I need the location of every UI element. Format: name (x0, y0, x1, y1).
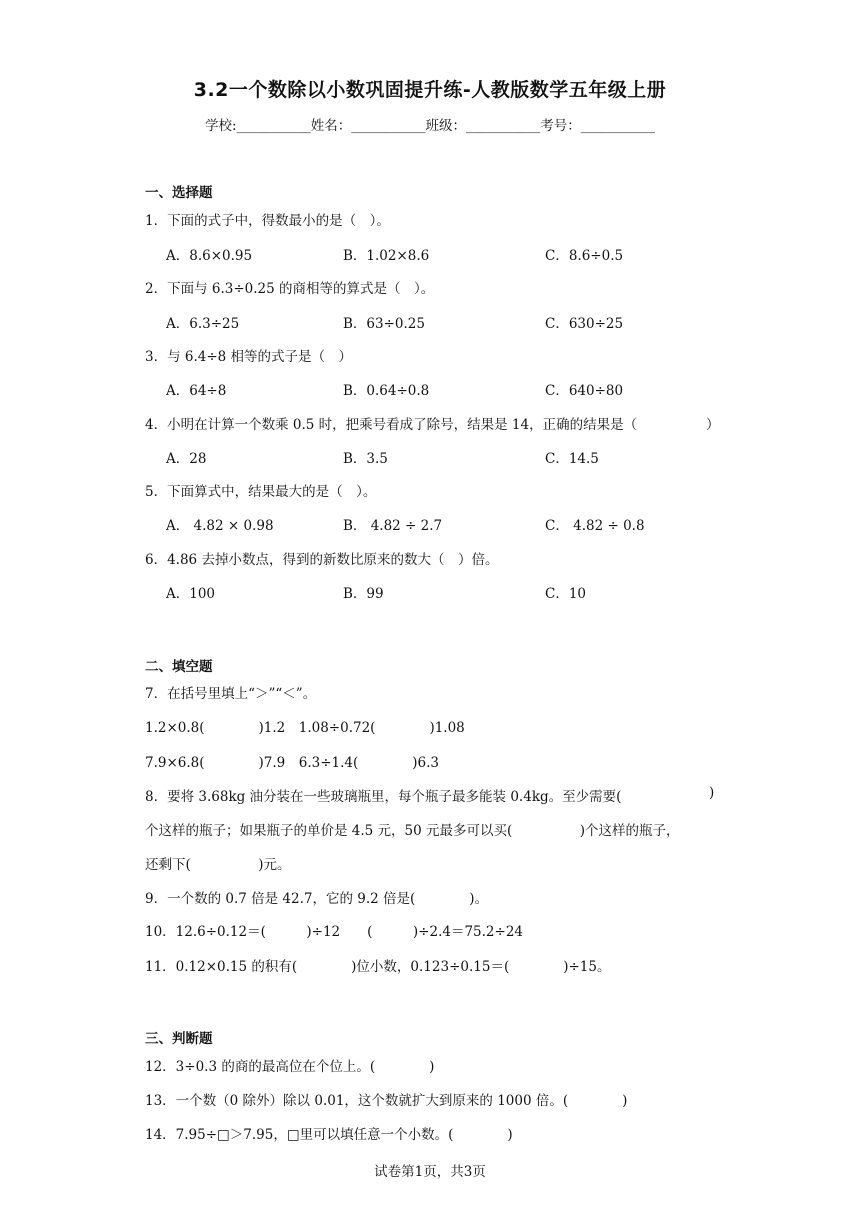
question-2-stem: 2．下面与 6.3÷0.25 的商相等的算式是（ ）。 (145, 281, 435, 297)
question-6-option-b: B．99 (343, 586, 384, 602)
section-heading-true-false: 三、判断题 (145, 1031, 213, 1047)
question-3-stem: 3．与 6.4÷8 相等的式子是（ ） (145, 349, 353, 365)
question-3-option-a: A．64÷8 (166, 383, 227, 399)
question-6-option-a: A．100 (166, 586, 216, 602)
question-5-option-a: A． 4.82 × 0.98 (166, 518, 274, 534)
question-6-option-c: C．10 (545, 586, 587, 602)
question-7-row-2: 7.9×6.8( )7.9 6.3÷1.4( )6.3 (145, 755, 440, 771)
question-1-option-c: C．8.6÷0.5 (545, 248, 624, 264)
question-1-stem: 1．下面的式子中，得数最小的是（ ）。 (145, 213, 390, 229)
question-1-option-a: A．8.6×0.95 (166, 248, 253, 264)
question-5-option-b: B． 4.82 ÷ 2.7 (343, 518, 443, 534)
question-5-option-c: C． 4.82 ÷ 0.8 (545, 518, 645, 534)
question-4-option-c: C．14.5 (545, 451, 599, 467)
question-8-line-2: 个这样的瓶子；如果瓶子的单价是 4.5 元，50 元最多可以买( )个这样的瓶子， (145, 823, 680, 839)
question-4-option-a: A．28 (166, 451, 207, 467)
question-4-option-b: B．3.5 (343, 451, 388, 467)
question-2-option-c: C．630÷25 (545, 316, 624, 332)
question-3-option-c: C．640÷80 (545, 383, 624, 399)
question-7-stem: 7．在括号里填上“＞”“＜”。 (145, 686, 317, 702)
question-9-stem: 9．一个数的 0.7 倍是 42.7，它的 9.2 倍是( )。 (145, 891, 489, 907)
question-8-line-1: 8．要将 3.68kg 油分装在一些玻璃瓶里，每个瓶子最多能装 0.4kg。至少需要( (145, 789, 622, 805)
question-2-option-b: B．63÷0.25 (343, 316, 425, 332)
question-5-stem: 5．下面算式中，结果最大的是（ ）。 (145, 484, 377, 500)
section-heading-choice: 一、选择题 (145, 185, 213, 201)
student-info-line: 学校:___________姓名：___________班级：___________考号：___________ (204, 118, 656, 134)
section-heading-fill-blank: 二、填空题 (145, 659, 213, 675)
question-12-stem: 12．3÷0.3 的商的最高位在个位上。( ) (145, 1059, 435, 1075)
question-14-stem: 14．7.95÷□＞7.95，□里可以填任意一个小数。( ) (145, 1127, 513, 1143)
page-title: 3.2一个数除以小数巩固提升练-人教版数学五年级上册 (193, 79, 667, 101)
question-6-stem: 6．4.86 去掉小数点，得到的新数比原来的数大（ ）倍。 (145, 552, 499, 568)
question-1-option-b: B．1.02×8.6 (343, 248, 430, 264)
question-8-line-3: 还剩下( )元。 (145, 857, 291, 873)
question-13-stem: 13．一个数（0 除外）除以 0.01，这个数就扩大到原来的 1000 倍。( ) (145, 1093, 628, 1109)
question-11-stem: 11．0.12×0.15 的积有( )位小数，0.123÷0.15＝( )÷15。 (145, 959, 611, 975)
question-10-stem: 10．12.6÷0.12＝( )÷12 ( )÷2.4＝75.2÷24 (145, 924, 523, 940)
question-8-line-1-close-paren: ) (709, 785, 715, 801)
question-3-option-b: B．0.64÷0.8 (343, 383, 430, 399)
question-7-row-1: 1.2×0.8( )1.2 1.08÷0.72( )1.08 (145, 720, 465, 736)
page-footer: 试卷第1页，共3页 (374, 1164, 486, 1180)
question-4-stem: 4．小明在计算一个数乘 0.5 时，把乘号看成了除号，结果是 14，正确的结果是（ (145, 417, 638, 433)
question-2-option-a: A．6.3÷25 (166, 316, 240, 332)
question-4-stem-close-paren: ） (706, 417, 720, 433)
